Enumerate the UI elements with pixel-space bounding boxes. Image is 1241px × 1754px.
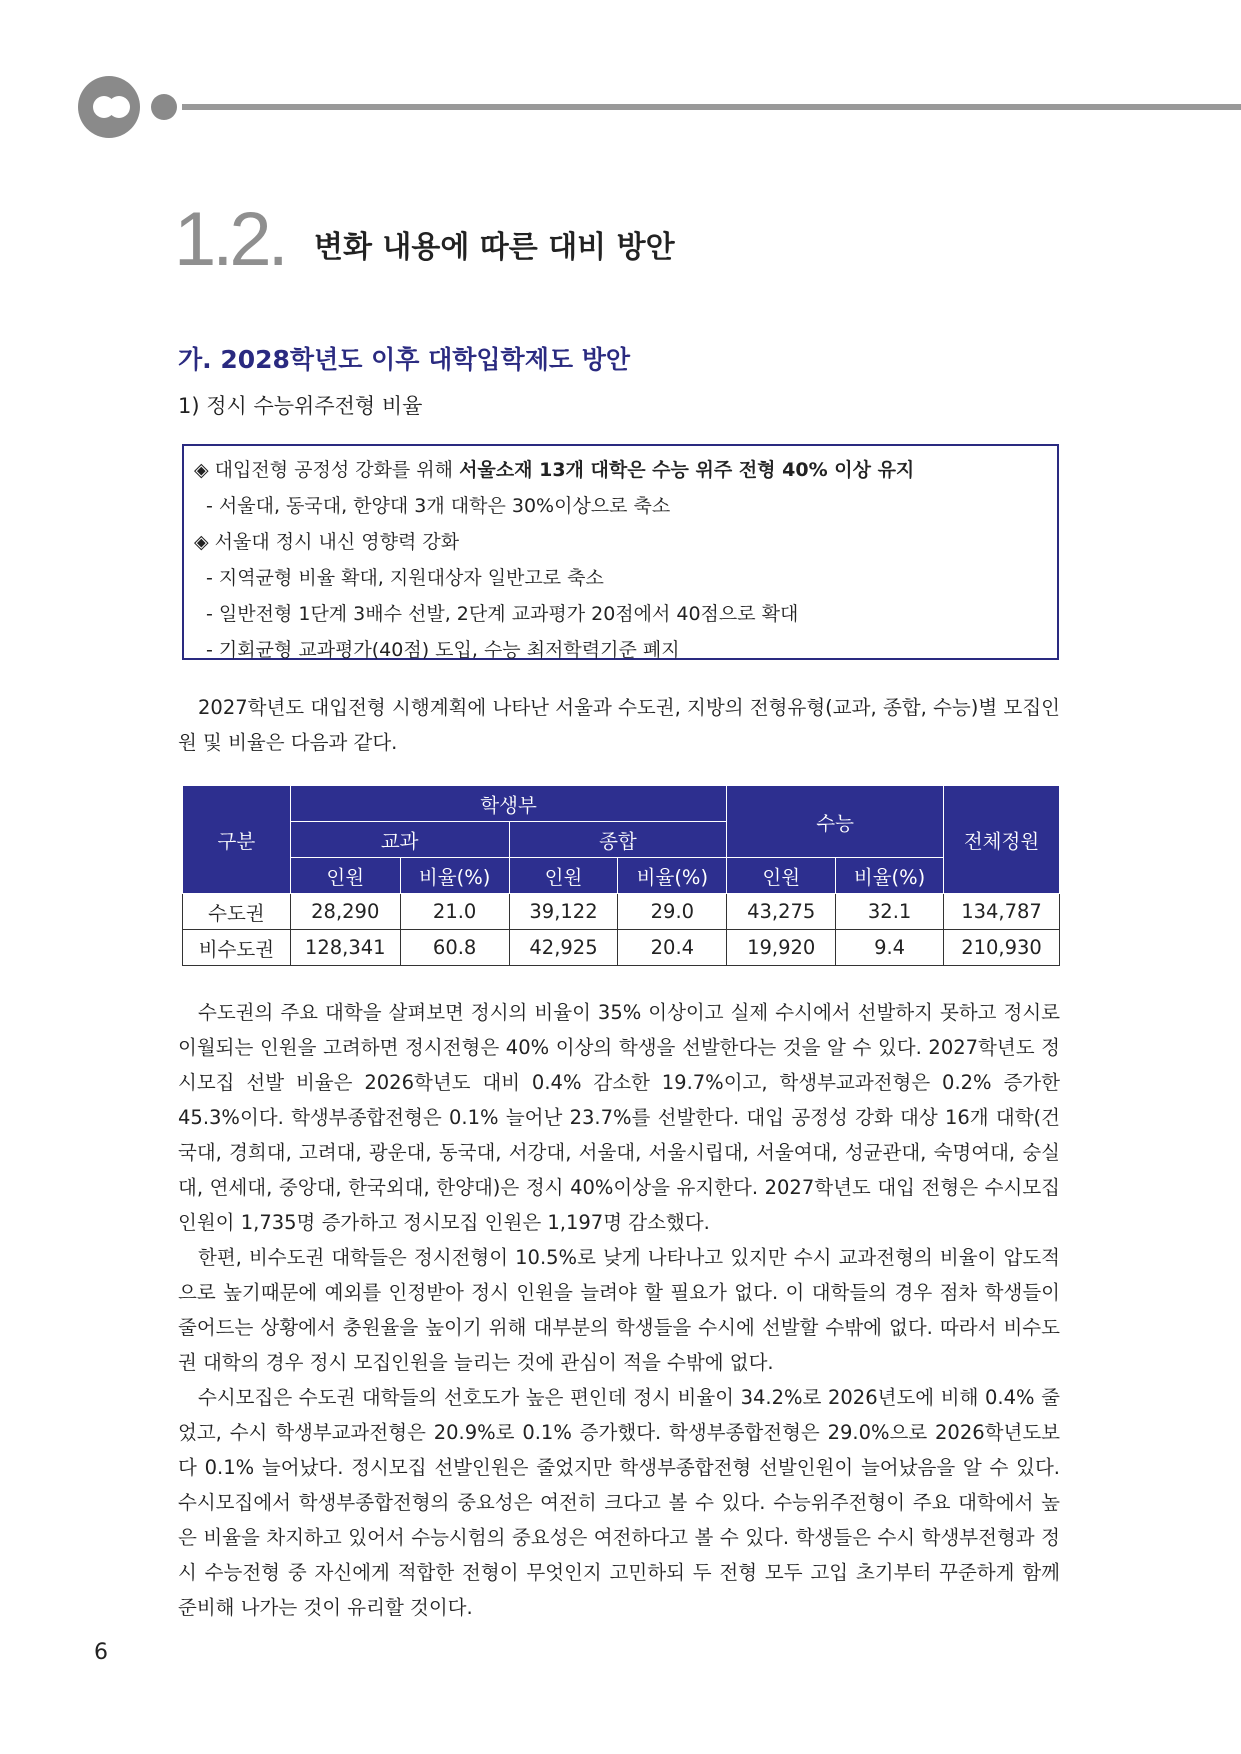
cell-comp-count: 42,925 xyxy=(509,930,618,966)
cell-comp-ratio: 29.0 xyxy=(618,894,727,930)
body-text xyxy=(178,995,1060,1625)
header-subject-ratio: 비율(%) xyxy=(400,858,509,894)
header-csat: 수능 xyxy=(727,786,944,858)
cell-total: 210,930 xyxy=(944,930,1060,966)
header-decoration xyxy=(78,76,1241,136)
cell-region: 비수도권 xyxy=(183,930,291,966)
item-title: 1) 정시 수능위주전형 비율 xyxy=(178,394,423,418)
box-line-6-text: - 기회균형 교과평가(40점) 도입, 수능 최저학력기준 폐지 xyxy=(206,639,680,661)
header-csat-ratio: 비율(%) xyxy=(836,858,944,894)
table-row xyxy=(183,894,1060,930)
cell-subject-count: 28,290 xyxy=(290,894,400,930)
cell-csat-ratio: 9.4 xyxy=(836,930,944,966)
summary-box xyxy=(182,444,1059,660)
table-row xyxy=(183,930,1060,966)
cell-subject-ratio: 60.8 xyxy=(400,930,509,966)
box-line-5-text: - 일반전형 1단계 3배수 선발, 2단계 교과평가 20점에서 40점으로 확대 xyxy=(206,603,799,625)
box-line-5 xyxy=(194,596,1047,632)
box-line-2 xyxy=(194,488,1047,524)
box-line-4-text: - 지역균형 비율 확대, 지원대상자 일반고로 축소 xyxy=(206,567,604,589)
header-student-record: 학생부 xyxy=(290,786,727,822)
logo-dot-icon xyxy=(151,94,177,120)
box-line-4 xyxy=(194,560,1047,596)
box-line-6 xyxy=(194,632,1047,668)
page-number: 6 xyxy=(94,1640,108,1665)
intro-paragraph: 2027학년도 대입전형 시행계획에 나타난 서울과 수도권, 지방의 전형유형(교과, 종합, 수능)별 모집인원 및 비율은 다음과 같다. xyxy=(178,696,1060,754)
cell-comp-ratio: 20.4 xyxy=(618,930,727,966)
header-comp-ratio: 비율(%) xyxy=(618,858,727,894)
header-category: 구분 xyxy=(183,786,291,894)
box-line-2-text: - 서울대, 동국대, 한양대 3개 대학은 30%이상으로 축소 xyxy=(206,495,671,517)
body-paragraph-3: 수시모집은 수도권 대학들의 선호도가 높은 편인데 정시 비율이 34.2%로 2026년도에 비해 0.4% 줄었고, 수시 학생부교과전형은 20.9%로 0.1% 증가했다. 학생부종합전형은 29.0%으로 2026학년도보다 0.1% 늘어났다. 정시모집 선발인원은 줄었지만 학생부종합전형 선발인원이 늘어났음을 알 수 있다. 수시모집에서 학생부종합전형의 중요성은 여전히 크다고 볼 수 있다. 수능위주전형이 주요 대학에서 높은 비율을 차지하고 있어서 수능시험의 중요성은 여전하다고 볼 수 있다. 학생들은 수시 학생부전형과 정시 수능전형 중 자신에게 적합한 전형이 무엇인지 고민하되 두 전형 모두 고입 초기부터 꾸준하게 함께 준비해 나가는 것이 유리할 것이다. xyxy=(178,1386,1060,1619)
header-subject-count: 인원 xyxy=(290,858,400,894)
section-number: 1.2. xyxy=(174,197,285,282)
header-csat-count: 인원 xyxy=(727,858,836,894)
cell-region: 수도권 xyxy=(183,894,291,930)
cell-comp-count: 39,122 xyxy=(509,894,618,930)
box-line-3 xyxy=(194,524,1047,560)
logo-hole-right xyxy=(108,96,130,118)
header-rule xyxy=(182,104,1241,110)
cell-subject-ratio: 21.0 xyxy=(400,894,509,930)
cell-csat-count: 19,920 xyxy=(727,930,836,966)
box-line-3-text: ◈ 서울대 정시 내신 영향력 강화 xyxy=(194,531,460,553)
cell-csat-count: 43,275 xyxy=(727,894,836,930)
cell-total: 134,787 xyxy=(944,894,1060,930)
cell-csat-ratio: 32.1 xyxy=(836,894,944,930)
header-comp-count: 인원 xyxy=(509,858,618,894)
box-line-1-bold: 서울소재 13개 대학은 수능 위주 전형 40% 이상 유지 xyxy=(459,459,915,481)
header-total: 전체정원 xyxy=(944,786,1060,894)
admission-table xyxy=(182,785,1060,966)
body-paragraph-1: 수도권의 주요 대학을 살펴보면 정시의 비율이 35% 이상이고 실제 수시에서 선발하지 못하고 정시로 이월되는 인원을 고려하면 정시전형은 40% 이상의 학생을 선발한다는 것을 알 수 있다. 2027학년도 정시모집 선발 비율은 2026학년도 대비 0.4% 감소한 19.7%이고, 학생부교과전형은 0.2% 증가한 45.3%이다. 학생부종합전형은 0.1% 늘어난 23.7%를 선발한다. 대입 공정성 강화 대상 16개 대학(건국대, 경희대, 고려대, 광운대, 동국대, 서강대, 서울대, 서울시립대, 서울여대, 성균관대, 숙명여대, 숭실대, 연세대, 중앙대, 한국외대, 한양대)은 정시 40%이상을 유지한다. 2027학년도 대입 전형은 수시모집 인원이 1,735명 증가하고 정시모집 인원은 1,197명 감소했다. xyxy=(178,1001,1060,1234)
box-line-1-prefix: ◈ 대입전형 공정성 강화를 위해 xyxy=(194,459,460,481)
header-subject: 교과 xyxy=(290,822,509,858)
cell-subject-count: 128,341 xyxy=(290,930,400,966)
header-comprehensive: 종합 xyxy=(509,822,727,858)
subsection-title: 가. 2028학년도 이후 대학입학제도 방안 xyxy=(178,345,630,374)
section-title: 변화 내용에 따른 대비 방안 xyxy=(314,230,675,265)
body-paragraph-2: 한편, 비수도권 대학들은 정시전형이 10.5%로 낮게 나타나고 있지만 수시 교과전형의 비율이 압도적으로 높기때문에 예외를 인정받아 정시 인원을 늘려야 할 필요가 없다. 이 대학들의 경우 점차 학생들이 줄어드는 상황에서 충원율을 높이기 위해 대부분의 학생들을 수시에 선발할 수밖에 없다. 따라서 비수도권 대학의 경우 정시 모집인원을 늘리는 것에 관심이 적을 수밖에 없다. xyxy=(178,1246,1060,1374)
box-line-1 xyxy=(194,452,1047,488)
